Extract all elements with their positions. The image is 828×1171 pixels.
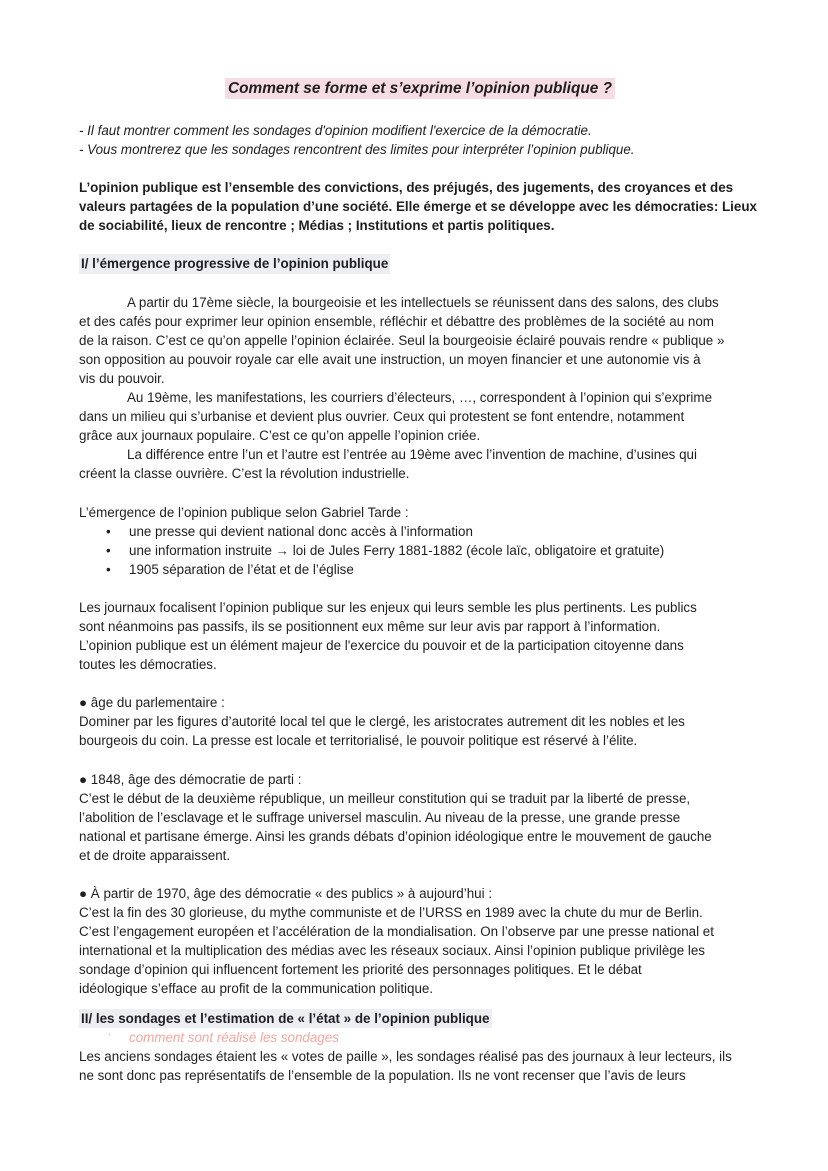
- age-parlementaire: [79, 693, 761, 750]
- age-heading: ● À partir de 1970, âge des démocratie « des publics » à aujourd’hui :: [79, 886, 493, 901]
- title-wrap: [79, 78, 761, 99]
- text-line: sondage d’opinion qui influencent fortement les priorité des personnages politiques. Et le débat: [79, 962, 642, 978]
- list-item: • une presse qui devient national donc accès à l’information: [79, 522, 761, 541]
- text-line: sont néanmoins pas passifs, ils se positionnent eux même sur leur avis par rapport à l’information.: [79, 618, 661, 634]
- bullet-dot-icon: ·: [108, 1028, 112, 1040]
- list-item: • 1905 séparation de l’état et de l’église: [79, 560, 761, 579]
- text-line: C’est le début de la deuxième république, un meilleur constitution qui se traduit par la liberté de presse,: [79, 790, 691, 806]
- text-line: Les anciens sondages étaient les « votes de paille », les sondages réalisé pas des journaux à leur lecteurs, ils: [79, 1048, 732, 1064]
- text-line: A partir du 17ème siècle, la bourgeoisie et les intellectuels se réunissent dans des salons, des clubs: [127, 294, 719, 310]
- text-line: La différence entre l’un et l’autre est l’entrée au 19ème avec l’invention de machine, d’usines qui: [127, 447, 697, 463]
- subheading-text: comment sont réalisé les sondages: [129, 1029, 339, 1045]
- text-line: Les journaux focalisent l’opinion publique sur les enjeux qui leurs semble les plus pertinents. Les publics: [79, 599, 697, 615]
- text-line: national et partisane émerge. Ainsi les grands débats d’opinion idéologique entre le mouvement de gauche: [79, 828, 712, 844]
- text-line: vis du pouvoir.: [79, 370, 165, 386]
- text-line: toutes les démocraties.: [79, 657, 217, 673]
- text-line: C’est la fin des 30 glorieuse, du mythe communiste et de l’URSS en 1989 avec la chute du mur de Berlin.: [79, 905, 703, 921]
- intro-instructions: [79, 121, 761, 159]
- text-line: bourgeois du coin. La presse est locale et territorialisé, le pouvoir politique est réservé à l’élite.: [79, 733, 638, 749]
- section-2-para-1: [79, 1047, 761, 1085]
- text-line: créent la classe ouvrière. C’est la révolution industrielle.: [79, 466, 410, 482]
- text-line: Dominer par les figures d’autorité local tel que le clergé, les aristocrates autrement dit les nobles et les: [79, 714, 685, 730]
- document-content: [79, 78, 761, 1085]
- text-line: idéologique s’efface au profit de la communication politique.: [79, 981, 434, 997]
- section-1-para-1: [79, 293, 761, 388]
- text-line: grâce aux journaux populaire. C’est ce qu’on appelle l’opinion criée.: [79, 428, 481, 444]
- age-heading: ● âge du parlementaire :: [79, 695, 225, 711]
- tarde-intro: L’émergence de l’opinion publique selon Gabriel Tarde :: [79, 504, 409, 520]
- page-title: Comment se forme et s’exprime l’opinion publique ?: [225, 78, 615, 99]
- age-democratie-parti: [79, 770, 761, 865]
- text-line: Au 19ème, les manifestations, les courriers d’électeurs, …, correspondent à l’opinion qui s’exprime: [127, 390, 713, 406]
- definition-paragraph: [79, 178, 761, 235]
- intro-line: - Il faut montrer comment les sondages d'opinion modifient l'exercice de la démocratie.: [79, 123, 592, 138]
- section-2-subheading: [79, 1028, 761, 1047]
- section-1-heading: I/ l’émergence progressive de l’opinion publique: [79, 254, 390, 273]
- section-2-heading: II/ les sondages et l’estimation de « l’état » de l’opinion publique: [79, 1009, 492, 1028]
- definition-line: valeurs partagées de la population d’une société. Elle émerge et se développe avec les démocraties: Lieux: [79, 199, 757, 215]
- text-line: et de droite apparaissent.: [79, 847, 231, 863]
- text-line: de la raison. C’est ce qu’on appelle l’opinion éclairée. Seul la bourgeoisie éclairé pouvais rendre « publique »: [79, 332, 725, 348]
- age-heading: ● 1848, âge des démocratie de parti :: [79, 771, 302, 787]
- text-line: l’abolition de l’esclavage et le suffrage universel masculin. Au niveau de la presse, une grande presse: [79, 809, 681, 825]
- text-line: international et la multiplication des médias avec les réseaux sociaux. Ainsi l’opinion publique privilège les: [79, 943, 705, 959]
- age-democratie-publics: [79, 884, 761, 999]
- text-line: ne sont donc pas représentatifs de l’ensemble de la population. Ils ne vont recenser que l’avis de leurs: [79, 1067, 686, 1083]
- text-line: L’opinion publique est un élément majeur de l'exercice du pouvoir et de la participation citoyenne dans: [79, 638, 684, 654]
- journaux-paragraph: [79, 598, 761, 674]
- text-line: C’est l’engagement européen et l’accélération de la mondialisation. On l’observe par une presse national et: [79, 924, 714, 940]
- definition-line: de sociabilité, lieux de rencontre ; Médias ; Institutions et partis politiques.: [79, 218, 555, 234]
- text-line: son opposition au pouvoir royale car elle avait une instruction, un moyen financier et une autonomie vis à: [79, 351, 701, 367]
- list-item: • une information instruite → loi de Jules Ferry 1881-1882 (école laïc, obligatoire et gratuite): [79, 541, 761, 560]
- tarde-list: [79, 522, 761, 579]
- section-1-para-3: [79, 445, 761, 483]
- text-line: et des cafés pour exprimer leur opinion ensemble, réfléchir et débattre des problèmes de la société au nom: [79, 313, 714, 329]
- section-1-para-2: [79, 388, 761, 445]
- text-line: dans un milieu qui s’urbanise et devient plus ouvrier. Ceux qui protestent se font entendre, notamment: [79, 409, 685, 425]
- intro-line: - Vous montrerez que les sondages rencontrent des limites pour interpréter l’opinion publique.: [79, 142, 635, 158]
- definition-line: L’opinion publique est l’ensemble des convictions, des préjugés, des jugements, des croyances et des: [79, 180, 734, 196]
